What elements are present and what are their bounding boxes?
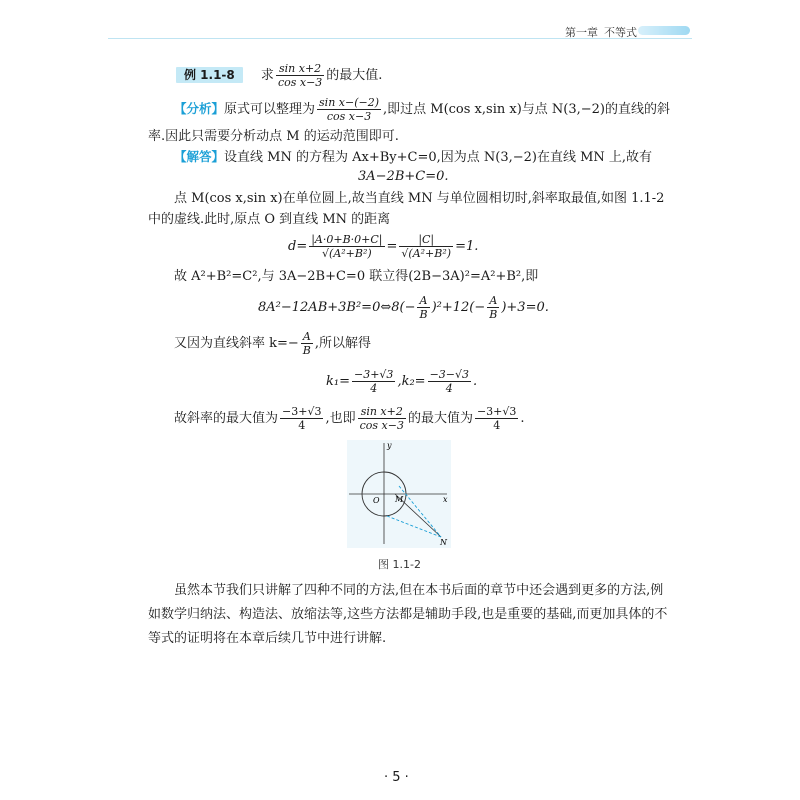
header-section: 不等式 (604, 26, 637, 39)
k1-den: 4 (370, 382, 378, 395)
concl-frac-1 (280, 405, 323, 432)
eq2-frac-2-den: B (489, 308, 498, 321)
header-chapter: 第一章 (565, 26, 598, 39)
distance-equation (288, 233, 478, 260)
k1-fraction (352, 368, 395, 395)
eq2-frac-1-den: B (419, 308, 428, 321)
k2-fraction (428, 368, 471, 395)
concl-frac-2-den: cos x−3 (359, 419, 404, 432)
analysis-text-a: 原式可以整理为 (224, 102, 316, 117)
analysis-frac-den: cos x−3 (326, 110, 372, 123)
concl-frac-3-den: 4 (493, 419, 501, 432)
k-values (326, 368, 477, 395)
dist-frac-1 (309, 233, 384, 260)
solution-line-1 (174, 148, 652, 167)
dist-prefix: d= (288, 239, 308, 254)
example-label: 例 1.1-8 (176, 67, 243, 83)
solution-line-5 (174, 330, 371, 357)
closing-line-2: 如数学归纳法、构造法、放缩法等,这些方法都是辅助手段,也是重要的基础,而更加具体的不 (148, 607, 668, 622)
concl-a: 故斜率的最大值为 (174, 411, 279, 426)
label-n: N (440, 538, 447, 547)
concl-frac-2 (358, 405, 406, 432)
label-y: y (387, 441, 392, 450)
example-frac-num: sin x+2 (276, 62, 324, 76)
concl-frac-1-num: −3+√3 (282, 405, 322, 418)
dist-num-2: |C| (399, 233, 453, 247)
eq2-part-b: )²+12(− (431, 300, 486, 315)
k2-num: −3−√3 (429, 368, 470, 381)
slope-frac-num: A (301, 330, 313, 344)
solution-tag: 【解答】 (174, 149, 225, 164)
analysis-frac-num: sin x−(−2) (319, 96, 379, 109)
concl-frac-3-num: −3+√3 (476, 405, 517, 418)
solution-line-4: 故 A²+B²=C²,与 3A−2B+C=0 联立得(2B−3A)²=A²+B²,即 (174, 269, 539, 284)
k1-prefix: k₁= (326, 374, 350, 389)
eq2-part-a: 8A²−12AB+3B²=0⇔8(− (258, 300, 416, 315)
example-fraction (276, 62, 324, 89)
concl-b: ,也即 (325, 411, 356, 426)
k1-num: −3+√3 (353, 368, 394, 381)
page-number: · 5 · (384, 770, 409, 785)
header-accent-bar (638, 26, 690, 35)
solution-eq-1: 3A−2B+C=0. (358, 169, 449, 184)
figure-caption: 图 1.1-2 (378, 558, 421, 571)
example-suffix: 的最大值. (326, 68, 383, 83)
concl-d: . (520, 411, 525, 426)
solution-line-3: 中的虚线.此时,原点 O 到直线 MN 的距离 (148, 212, 391, 227)
eq2-frac-2-num: A (487, 294, 499, 308)
figure-diagram (347, 440, 451, 548)
dist-den-2: √(A²+B²) (401, 247, 452, 260)
concl-frac-3 (475, 405, 518, 432)
label-o: O (373, 496, 380, 505)
analysis-line-1 (174, 96, 670, 123)
label-x: x (443, 495, 448, 504)
k-suffix: . (473, 374, 478, 389)
eq2-frac-1-num: A (417, 294, 429, 308)
eq2-part-c: )+3=0. (501, 300, 549, 315)
example-prefix: 求 (260, 68, 274, 83)
concl-c: 的最大值为 (407, 411, 473, 426)
line5-a: 又因为直线斜率 k=− (174, 336, 299, 351)
example-frac-den: cos x−3 (277, 76, 323, 89)
label-m: M (395, 495, 404, 504)
solution-text-1: 设直线 MN 的方程为 Ax+By+C=0,因为点 N(3,−2)在直线 MN 上,故有 (224, 150, 653, 165)
dist-frac-2 (399, 233, 453, 260)
closing-line-3: 等式的证明将在本章后续几节中进行讲解. (148, 631, 387, 646)
solution-eq-2 (258, 294, 549, 321)
slope-fraction (301, 330, 313, 357)
conclusion-line (174, 405, 525, 432)
dist-den-1: √(A²+B²) (322, 247, 372, 260)
analysis-line-2: 率.因此只需要分析动点 M 的运动范围即可. (148, 129, 399, 144)
k2-prefix: ,k₂= (397, 374, 426, 389)
dist-suffix: =1. (455, 239, 479, 254)
line5-b: ,所以解得 (314, 336, 372, 351)
dist-mid: = (386, 239, 398, 254)
dist-num-1: |A·0+B·0+C| (311, 233, 383, 246)
slope-frac-den: B (302, 344, 311, 357)
eq2-frac-1 (417, 294, 429, 321)
concl-frac-2-num: sin x+2 (358, 405, 406, 419)
analysis-text-b: ,即过点 M(cos x,sin x)与点 N(3,−2)的直线的斜 (383, 102, 670, 117)
solution-line-2: 点 M(cos x,sin x)在单位圆上,故当直线 MN 与单位圆相切时,斜率取最值,如图 1.1-2 (174, 191, 665, 206)
analysis-tag: 【分析】 (174, 101, 225, 116)
k2-den: 4 (445, 382, 453, 395)
analysis-fraction (317, 96, 381, 123)
example-line (176, 62, 382, 89)
concl-frac-1-den: 4 (298, 419, 306, 432)
closing-line-1: 虽然本节我们只讲解了四种不同的方法,但在本书后面的章节中还会遇到更多的方法,例 (174, 583, 664, 598)
eq2-frac-2 (487, 294, 499, 321)
